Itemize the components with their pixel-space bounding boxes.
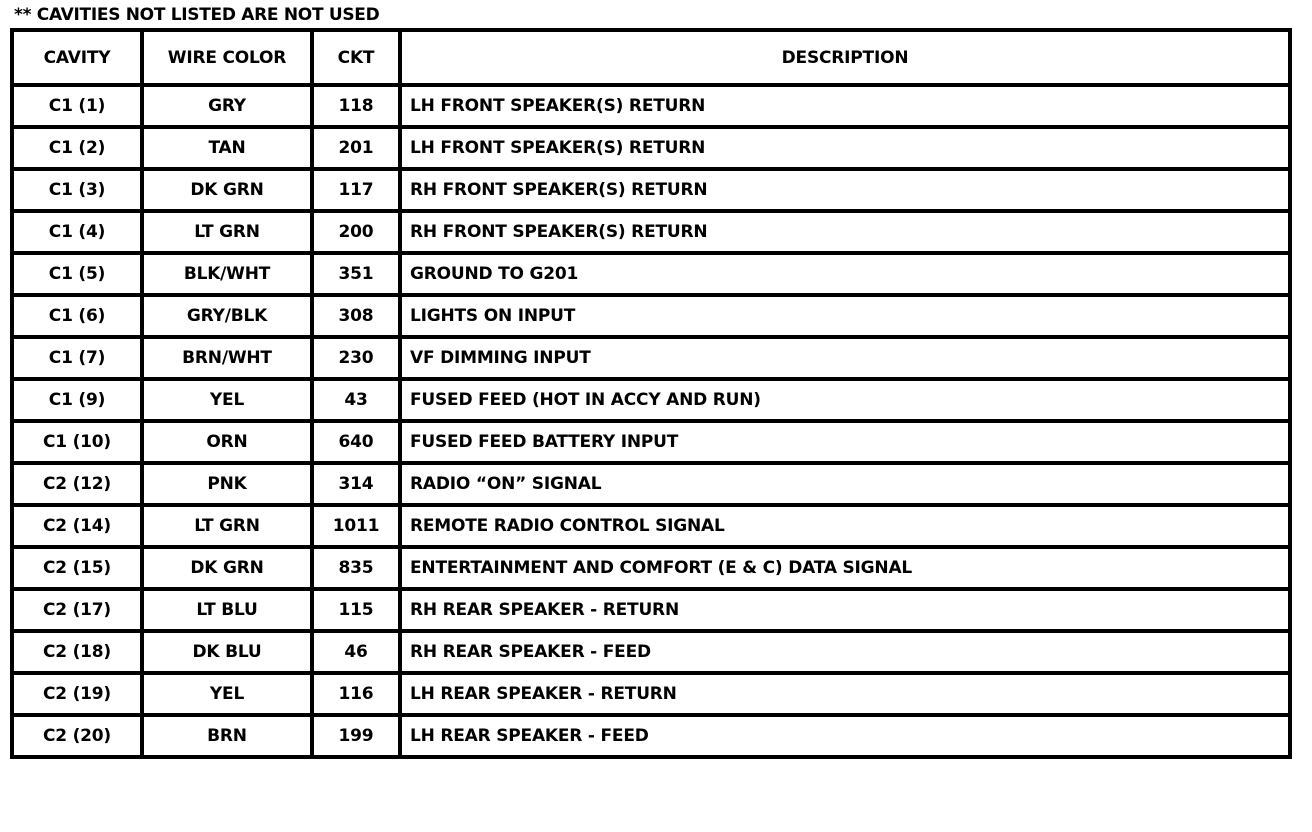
ckt-cell: 199 (312, 715, 400, 757)
cavity-cell: C2 (15) (12, 547, 142, 589)
ckt-cell: 201 (312, 127, 400, 169)
description-cell: GROUND TO G201 (400, 253, 1290, 295)
wire-color-cell: BRN (142, 715, 312, 757)
cavity-cell: C2 (18) (12, 631, 142, 673)
description-cell: LH REAR SPEAKER - FEED (400, 715, 1290, 757)
wire-color-cell: PNK (142, 463, 312, 505)
cavity-cell: C1 (1) (12, 85, 142, 127)
table-row (12, 673, 1290, 715)
table-row (12, 127, 1290, 169)
description-cell: RADIO “ON” SIGNAL (400, 463, 1290, 505)
cavities-note: ** CAVITIES NOT LISTED ARE NOT USED (14, 5, 380, 25)
cavity-cell: C2 (12) (12, 463, 142, 505)
wire-color-cell: DK BLU (142, 631, 312, 673)
wire-color-cell: YEL (142, 379, 312, 421)
ckt-cell: 200 (312, 211, 400, 253)
table-header (12, 30, 1290, 85)
cavity-cell: C1 (9) (12, 379, 142, 421)
ckt-cell: 230 (312, 337, 400, 379)
cavity-cell: C1 (10) (12, 421, 142, 463)
table-row (12, 85, 1290, 127)
wire-color-cell: LT GRN (142, 211, 312, 253)
column-header-description: DESCRIPTION (400, 30, 1290, 85)
cavity-cell: C1 (4) (12, 211, 142, 253)
wire-color-cell: TAN (142, 127, 312, 169)
column-header-cavity: CAVITY (12, 30, 142, 85)
cavity-cell: C2 (20) (12, 715, 142, 757)
ckt-cell: 118 (312, 85, 400, 127)
table-row (12, 547, 1290, 589)
wire-color-cell: ORN (142, 421, 312, 463)
column-header-ckt: CKT (312, 30, 400, 85)
table-row (12, 169, 1290, 211)
description-cell: RH REAR SPEAKER - FEED (400, 631, 1290, 673)
description-cell: REMOTE RADIO CONTROL SIGNAL (400, 505, 1290, 547)
ckt-cell: 640 (312, 421, 400, 463)
description-cell: VF DIMMING INPUT (400, 337, 1290, 379)
table-row (12, 421, 1290, 463)
table-row (12, 295, 1290, 337)
cavity-cell: C2 (19) (12, 673, 142, 715)
description-cell: FUSED FEED BATTERY INPUT (400, 421, 1290, 463)
table-row (12, 631, 1290, 673)
wire-color-cell: DK GRN (142, 547, 312, 589)
cavity-cell: C2 (14) (12, 505, 142, 547)
wire-color-cell: DK GRN (142, 169, 312, 211)
ckt-cell: 351 (312, 253, 400, 295)
ckt-cell: 115 (312, 589, 400, 631)
table-row (12, 463, 1290, 505)
description-cell: LH FRONT SPEAKER(S) RETURN (400, 127, 1290, 169)
description-cell: ENTERTAINMENT AND COMFORT (E & C) DATA SIGNAL (400, 547, 1290, 589)
ckt-cell: 308 (312, 295, 400, 337)
table-row (12, 589, 1290, 631)
table-row (12, 211, 1290, 253)
wire-color-cell: LT GRN (142, 505, 312, 547)
ckt-cell: 835 (312, 547, 400, 589)
description-cell: LH REAR SPEAKER - RETURN (400, 673, 1290, 715)
table-row (12, 505, 1290, 547)
description-cell: LIGHTS ON INPUT (400, 295, 1290, 337)
wire-color-cell: YEL (142, 673, 312, 715)
wire-color-cell: BRN/WHT (142, 337, 312, 379)
header-row (12, 30, 1290, 85)
wire-color-cell: BLK/WHT (142, 253, 312, 295)
ckt-cell: 46 (312, 631, 400, 673)
table-row (12, 379, 1290, 421)
description-cell: RH FRONT SPEAKER(S) RETURN (400, 169, 1290, 211)
wire-color-cell: GRY/BLK (142, 295, 312, 337)
ckt-cell: 1011 (312, 505, 400, 547)
table-row (12, 337, 1290, 379)
ckt-cell: 117 (312, 169, 400, 211)
connector-pinout-table (10, 28, 1292, 759)
wire-color-cell: GRY (142, 85, 312, 127)
description-cell: RH FRONT SPEAKER(S) RETURN (400, 211, 1290, 253)
column-header-wire-color: WIRE COLOR (142, 30, 312, 85)
description-cell: RH REAR SPEAKER - RETURN (400, 589, 1290, 631)
cavity-cell: C1 (7) (12, 337, 142, 379)
description-cell: FUSED FEED (HOT IN ACCY AND RUN) (400, 379, 1290, 421)
table-body (12, 85, 1290, 757)
cavity-cell: C1 (2) (12, 127, 142, 169)
table-row (12, 715, 1290, 757)
description-cell: LH FRONT SPEAKER(S) RETURN (400, 85, 1290, 127)
cavity-cell: C2 (17) (12, 589, 142, 631)
ckt-cell: 43 (312, 379, 400, 421)
cavity-cell: C1 (5) (12, 253, 142, 295)
table-row (12, 253, 1290, 295)
cavity-cell: C1 (3) (12, 169, 142, 211)
ckt-cell: 314 (312, 463, 400, 505)
wire-color-cell: LT BLU (142, 589, 312, 631)
ckt-cell: 116 (312, 673, 400, 715)
cavity-cell: C1 (6) (12, 295, 142, 337)
